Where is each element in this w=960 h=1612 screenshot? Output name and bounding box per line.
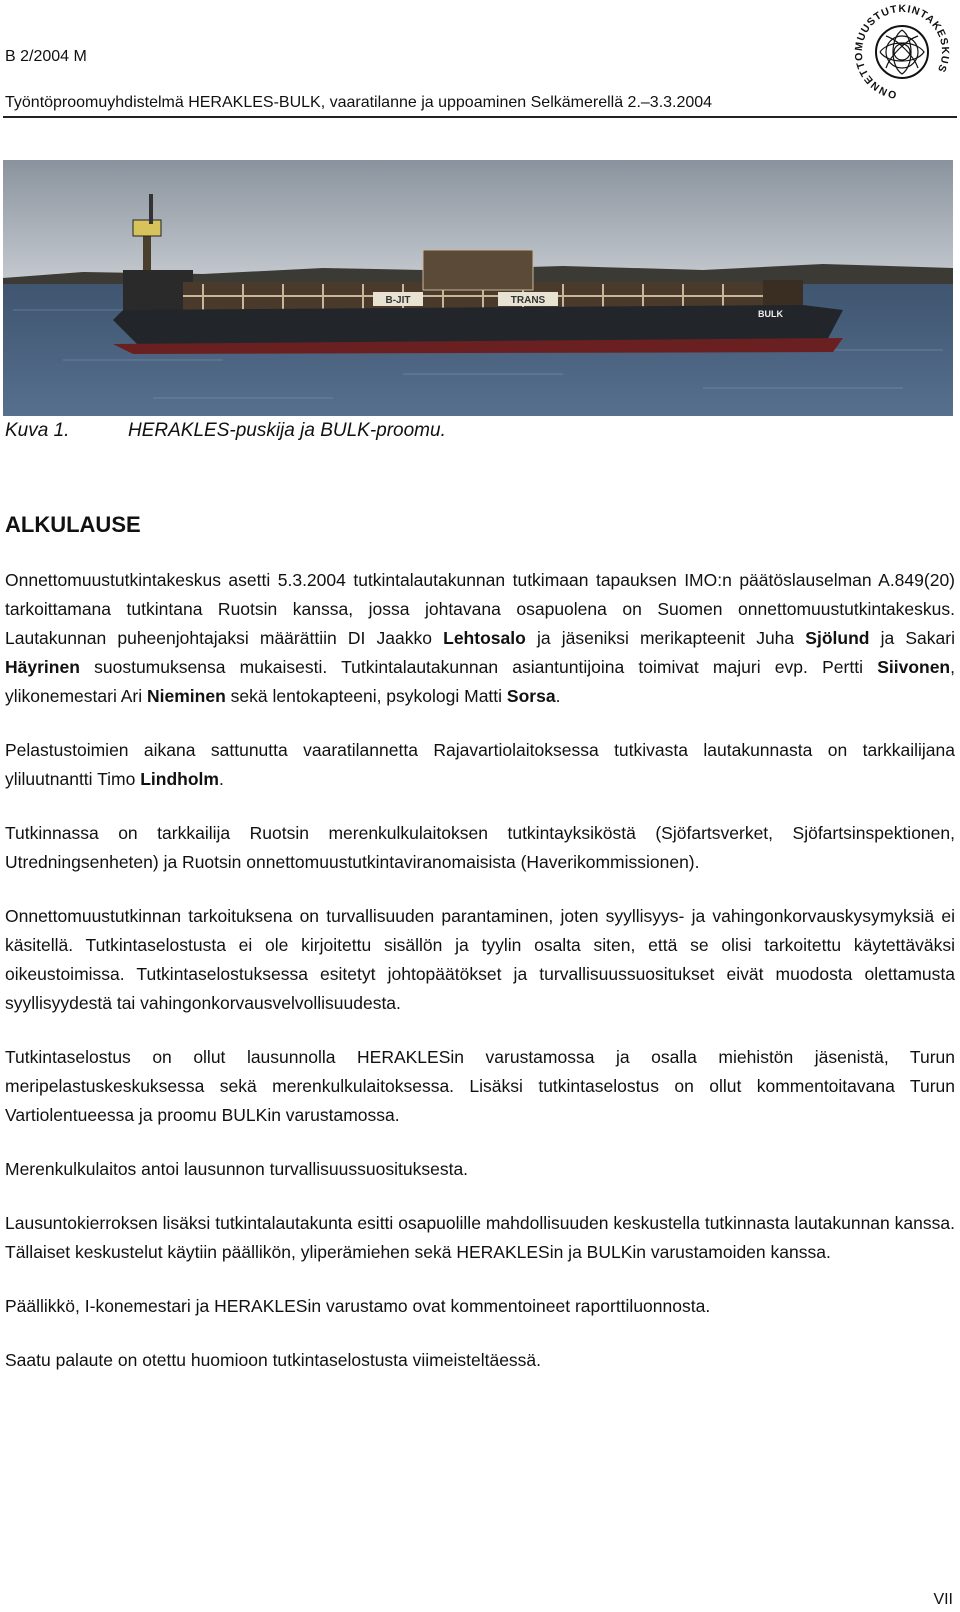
text-run: sekä lentokapteeni, psykologi Matti xyxy=(225,686,507,706)
paragraph-statements: Tutkintaselostus on ollut lausunnolla HERAKLESin varustamossa ja osalla miehistön jäsenistä, Turun meripelastuskeskuksessa sekä merenkulkulaitoksessa. Lisäksi tutkintaselostus on ollut kommentoitavana Turun Vartiolentueessa ja proomu BULKin varustamossa. xyxy=(5,1047,955,1125)
section-heading: ALKULAUSE xyxy=(5,512,141,537)
accident-investigation-board-logo xyxy=(852,2,952,102)
caption-label: Kuva 1. xyxy=(5,420,70,441)
paragraph-discussions: Lausuntokierroksen lisäksi tutkintalautakunta esitti osapuolille mahdollisuuden keskustella tutkinnasta lautakunnan kanssa. Tällaiset keskustelut käytiin päällikön, yliperämiehen sekä HERAKLESin ja BULKin varustamoiden kanssa. xyxy=(5,1213,955,1262)
svg-text:TRANS: TRANS xyxy=(510,295,546,306)
person-name: Sjölund xyxy=(805,628,870,648)
paragraph-commission xyxy=(5,566,955,711)
svg-text:BULK: BULK xyxy=(758,309,783,319)
text-run: . xyxy=(218,769,224,789)
section-body xyxy=(5,566,955,1400)
person-name: Lehtosalo xyxy=(443,628,526,648)
figure-caption xyxy=(5,420,446,442)
text-run: , ylikonemestari Ari xyxy=(5,657,955,706)
svg-text:ONNETTOMUUSTUTKINTAKESKUS: ONNETTOMUUSTUTKINTAKESKUS xyxy=(852,2,952,101)
header-divider xyxy=(3,116,957,118)
person-name: Häyrinen xyxy=(5,657,80,677)
caption-text: HERAKLES-puskija ja BULK-proomu. xyxy=(128,420,446,441)
svg-text:B-JIT: B-JIT xyxy=(385,295,411,306)
paragraph-feedback: Saatu palaute on otettu huomioon tutkintaselostusta viimeisteltäessä. xyxy=(5,1350,542,1370)
paragraph-draft-comments: Päällikkö, I-konemestari ja HERAKLESin varustamo ovat kommentoineet raporttiluonnosta. xyxy=(5,1296,711,1316)
text-run: ja jäseniksi merikapteenit Juha xyxy=(525,628,806,648)
paragraph-maritime-administration: Merenkulkulaitos antoi lausunnon turvallisuussuosituksesta. xyxy=(5,1159,469,1179)
document-title: Työntöproomuyhdistelmä HERAKLES-BULK, vaaratilanne ja uppoaminen Selkämerellä 2.–3.3.2004 xyxy=(5,94,713,111)
text-run: suostumuksensa mukaisesti. Tutkintalautakunnan asiantuntijoina toimivat majuri evp. Pertti xyxy=(79,657,878,677)
text-run: Onnettomuustutkintakeskus asetti 5.3.2004 tutkintalautakunnan tutkimaan tapauksen IMO:n päätöslauselman A.849(20) tarkoittamana tutkintana Ruotsin kanssa, jossa johtavana osapuolena on Suomen onnettomuustutkintakeskus. Lautakunnan puheenjohtajaksi määrättiin DI Jaakko xyxy=(5,570,955,648)
person-name: Siivonen xyxy=(877,657,951,677)
text-run: ja Sakari xyxy=(869,628,955,648)
paragraph-border-guard-observer xyxy=(5,736,955,794)
person-name: Nieminen xyxy=(147,686,226,706)
paragraph-purpose: Onnettomuustutkinnan tarkoituksena on turvallisuuden parantaminen, joten syyllisyys- ja vahingonkorvauskysymyksiä ei käsitellä. Tutkintaselostusta ei ole kirjoitettu sisällön ja tyylin osalta siten, että se olisi tarkoitettu käytettäväksi oikeustoimissa. Tutkintaselostuksessa esitetyt johtopäätökset ja turvallisuussuositukset eivät muodosta olettamusta syyllisyydestä tai vahingonkorvausvelvollisuudesta. xyxy=(5,906,955,1013)
person-name: Sorsa xyxy=(506,686,556,706)
ship-photo xyxy=(3,160,953,416)
person-name: Lindholm xyxy=(140,769,219,789)
page-number: VII xyxy=(933,1591,953,1608)
paragraph-swedish-observer: Tutkinnassa on tarkkailija Ruotsin merenkulkulaitoksen tutkintayksiköstä (Sjöfartsverket, Sjöfartsinspektionen, Utredningsenheten) ja Ruotsin onnettomuustutkintaviranomaisista (Haverikommissionen). xyxy=(5,823,955,872)
text-run: . xyxy=(555,686,561,706)
document-code: B 2/2004 M xyxy=(5,48,87,65)
text-run: Pelastustoimien aikana sattunutta vaaratilannetta Rajavartiolaitoksessa tutkivasta lautakunnasta on tarkkailijana yliluutnantti Timo xyxy=(5,740,955,789)
